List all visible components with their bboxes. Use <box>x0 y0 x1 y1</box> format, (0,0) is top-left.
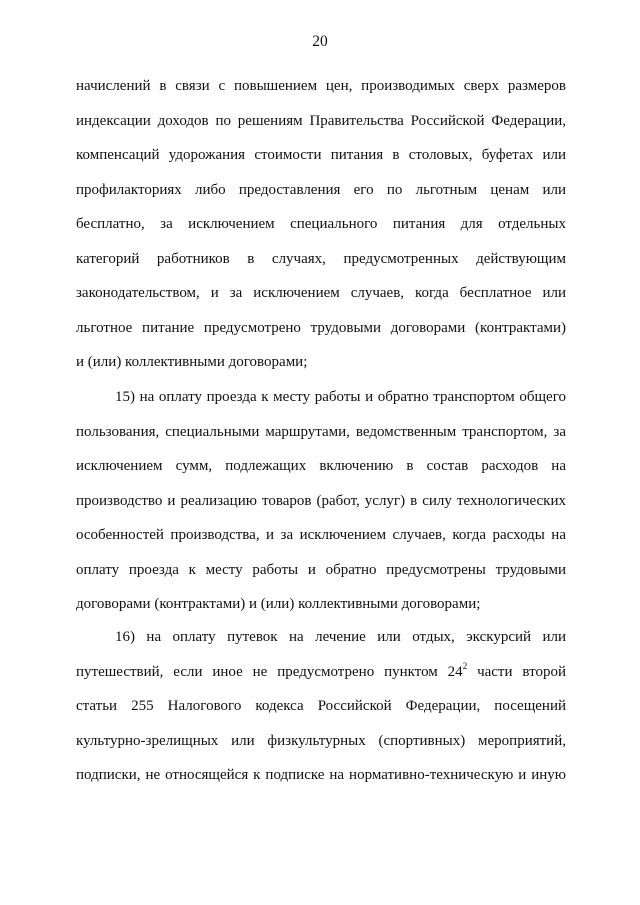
paragraph-item-16 <box>76 620 566 793</box>
text-line: и (или) коллективными договорами; <box>76 354 308 370</box>
text-line: категорий работников в случаях, предусмотренных действующим <box>76 250 566 267</box>
text-line: компенсаций удорожания стоимости питания в столовых, буфетах или <box>76 147 566 163</box>
text-line: исключением сумм, подлежащих включению в состав расходов на <box>76 458 566 474</box>
text-line-with-superscript <box>76 655 566 690</box>
text-line: производство и реализацию товаров (работ, услуг) в силу технологических <box>76 492 566 509</box>
text-line: законодательством, и за исключением случаев, когда бесплатное или <box>76 285 566 301</box>
text-fragment: путешествий, если иное не предусмотрено пунктом 24 <box>76 663 463 680</box>
text-line: бесплатно, за исключением специального питания для отдельных <box>76 216 566 232</box>
paragraph-continuation <box>76 69 566 380</box>
text-line: оплату проезда к месту работы и обратно предусмотрены трудовыми <box>76 561 566 578</box>
text-line: культурно-зрелищных или физкультурных (спортивных) мероприятий, <box>76 732 566 749</box>
text-line: льготное питание предусмотрено трудовыми договорами (контрактами) <box>76 319 566 336</box>
text-line: 15) на оплату проезда к месту работы и обратно транспортом общего <box>115 389 566 405</box>
text-line: статьи 255 Налогового кодекса Российской Федерации, посещений <box>76 698 566 714</box>
paragraph-item-15 <box>76 380 566 622</box>
text-fragment: части второй <box>467 663 566 680</box>
page-number: 20 <box>312 33 328 50</box>
text-line: договорами (контрактами) и (или) коллективными договорами; <box>76 596 481 612</box>
text-line: особенностей производства, и за исключением случаев, когда расходы на <box>76 527 566 543</box>
text-line: начислений в связи с повышением цен, производимых сверх размеров <box>76 78 566 94</box>
text-line: индексации доходов по решениям Правительства Российской Федерации, <box>76 112 566 129</box>
superscript: 2 <box>462 660 468 671</box>
text-line: 16) на оплату путевок на лечение или отдых, экскурсий или <box>115 629 566 645</box>
text-line: профилакториях либо предоставления его по льготным ценам или <box>76 181 566 198</box>
text-line: пользования, специальными маршрутами, ведомственным транспортом, за <box>76 423 566 440</box>
text-line: подписки, не относящейся к подписке на нормативно-техническую и иную <box>76 767 566 783</box>
